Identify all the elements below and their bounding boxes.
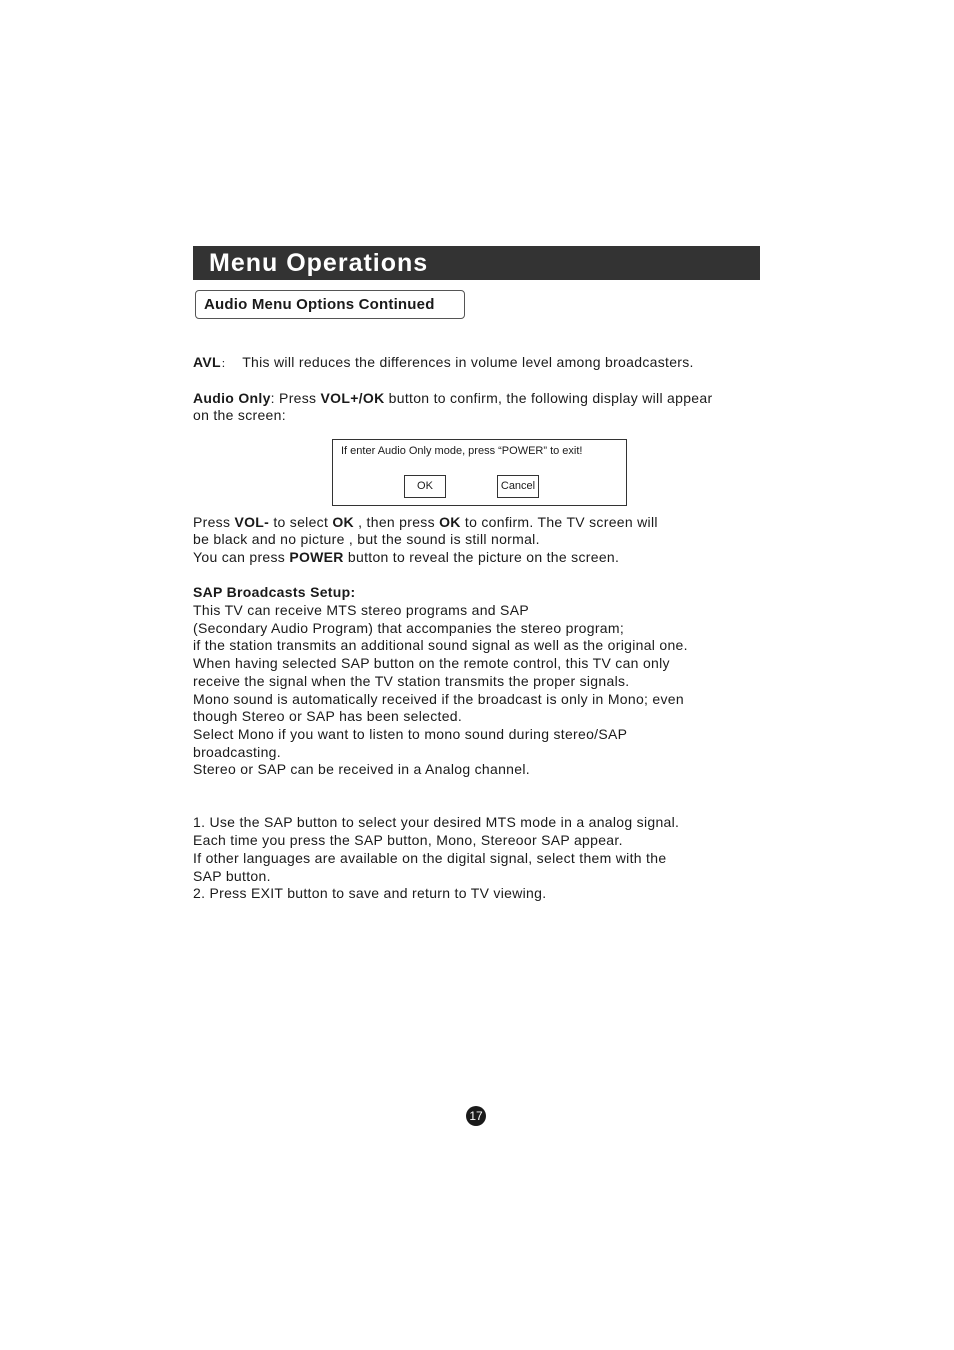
press-text-6: button to reveal the picture on the screen. [343, 549, 620, 565]
dialog-ok-button[interactable]: OK [404, 475, 446, 498]
section-title-bar [193, 246, 760, 280]
subtitle-box [195, 290, 465, 319]
sap-line: if the station transmits an additional sound signal as well as the original one. [193, 637, 688, 653]
avl-text: This will reduces the differences in volume level among broadcasters. [242, 354, 694, 370]
step-line: 1. Use the SAP button to select your desired MTS mode in a analog signal. [193, 814, 680, 830]
step-line: 2. Press EXIT button to save and return to TV viewing. [193, 885, 547, 901]
press-text-5: You can press [193, 549, 290, 565]
audio-only-dialog [332, 439, 627, 506]
audio-only-line-2: on the screen: [193, 407, 286, 423]
press-paragraph-line-3 [193, 548, 619, 566]
audio-only-key: VOL+/OK [320, 390, 385, 406]
avl-paragraph [193, 353, 694, 373]
sap-line: receive the signal when the TV station transmits the proper signals. [193, 673, 630, 689]
sap-line: though Stereo or SAP has been selected. [193, 708, 463, 724]
page-number: 17 [466, 1106, 486, 1126]
press-text-1: Press [193, 514, 235, 530]
audio-only-paragraph [193, 389, 712, 407]
press-key-power: POWER [289, 549, 344, 565]
press-paragraph-line-1 [193, 513, 658, 531]
dialog-message: If enter Audio Only mode, press “POWER” to exit! [341, 445, 583, 457]
sap-line: broadcasting. [193, 744, 281, 760]
press-key-ok-1: OK [332, 514, 354, 530]
section-subtitle: Audio Menu Options Continued [204, 296, 435, 313]
press-text-3: , then press [353, 514, 440, 530]
press-key-ok-2: OK [439, 514, 461, 530]
audio-only-text-1: : Press [270, 390, 321, 406]
sap-line: (Secondary Audio Program) that accompanies the stereo program; [193, 620, 625, 636]
sap-line: When having selected SAP button on the remote control, this TV can only [193, 655, 670, 671]
press-text-2: to select [269, 514, 333, 530]
step-line: If other languages are available on the digital signal, select them with the [193, 850, 667, 866]
press-paragraph-line-2: be black and no picture , but the sound is still normal. [193, 531, 540, 547]
dialog-cancel-button[interactable]: Cancel [497, 475, 539, 498]
avl-separator: ： [220, 358, 233, 370]
sap-line: Mono sound is automatically received if the broadcast is only in Mono; even [193, 691, 684, 707]
step-line: SAP button. [193, 868, 271, 884]
sap-line: Select Mono if you want to listen to mono sound during stereo/SAP [193, 726, 628, 742]
sap-line: Stereo or SAP can be received in a Analog channel. [193, 761, 530, 777]
sap-line: This TV can receive MTS stereo programs and SAP [193, 602, 529, 618]
sap-heading: SAP Broadcasts Setup: [193, 584, 356, 600]
step-line: Each time you press the SAP button, Mono, Stereoor SAP appear. [193, 832, 623, 848]
audio-only-label: Audio Only [193, 390, 271, 406]
audio-only-text-2: button to confirm, the following display will appear [384, 390, 713, 406]
page-title: Menu Operations [209, 249, 429, 277]
press-text-4: to confirm. The TV screen will [460, 514, 658, 530]
avl-label: AVL [193, 354, 221, 370]
press-key-vol-minus: VOL- [234, 514, 270, 530]
